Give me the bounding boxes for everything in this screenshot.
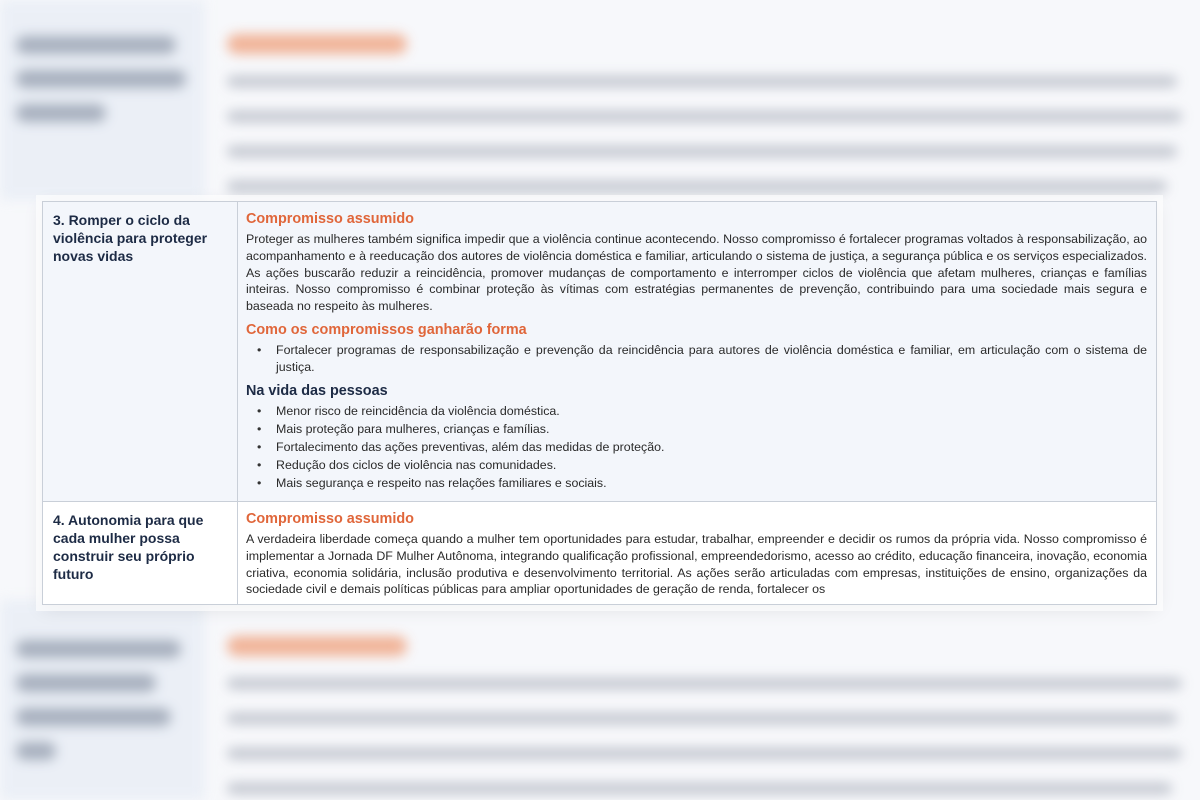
commitment-title: Compromisso assumido [246,211,414,227]
list-item: • Mais segurança e respeito nas relações familiares e sociais. [276,475,1147,492]
table-row [43,202,1156,502]
row-content [238,502,1156,604]
list-item: • Menor risco de reincidência da violência doméstica. [276,403,1147,420]
commitment-text: Proteger as mulheres também significa impedir que a violência continue acontecendo. Nosso compromisso é fortalecer programas voltados à responsabilização, ao acompanhamento e à reeducação dos autores de violência doméstica e familiar, articulando o sistema de justiça, a segurança pública e os serviços especializados. As ações buscarão reduzir a reincidência, promover mudanças de comportamento e interromper ciclos de violência que afetam mulheres, crianças e famílias inteiras. Nosso compromisso é combinar proteção às vítimas com estratégias permanentes de prevenção, contribuindo para uma sociedade mais segura e baseada no respeito às mulheres. [246,232,1147,314]
list-item: • Fortalecimento das ações preventivas, além das medidas de proteção. [276,439,1147,456]
table-row [43,502,1156,604]
life-title: Na vida das pessoas [246,382,388,399]
life-list [246,403,1147,492]
commitment-text: A verdadeira liberdade começa quando a mulher tem oportunidades para estudar, trabalhar, empreender e decidir os rumos da própria vida. Nosso compromisso é implementar a Jornada DF Mulher Autônoma, integrando qualificação profissional, empreendedorismo, acesso ao crédito, educação financeira, inovação, economia criativa, economia solidária, inclusão produtiva e desenvolvimento territorial. As ações serão articuladas com empresas, instituições de ensino, organizações da sociedade civil e demais políticas públicas para ampliar oportunidades de geração de renda, fortalecer os [246,532,1147,597]
row-heading: 3. Romper o ciclo da violência para proteger novas vidas [43,202,238,501]
row-heading: 4. Autonomia para que cada mulher possa construir seu próprio futuro [43,502,238,604]
list-item: • Redução dos ciclos de violência nas comunidades. [276,457,1147,474]
blurred-row-bottom [0,600,1200,800]
blurred-row-top-heading [0,0,205,200]
list-item: • Fortalecer programas de responsabilização e prevenção da reincidência para autores de violência doméstica e familiar, em articulação com o sistema de justiça. [276,342,1147,376]
commitment-title: Compromisso assumido [246,511,414,528]
row-content [238,202,1156,501]
commitments-table [42,201,1157,605]
blurred-row-bottom-heading [0,600,205,800]
blurred-row-top [0,0,1200,200]
list-item: • Mais proteção para mulheres, crianças e famílias. [276,421,1147,438]
form-list [246,342,1147,376]
form-title: Como os compromissos ganharão forma [246,321,527,338]
